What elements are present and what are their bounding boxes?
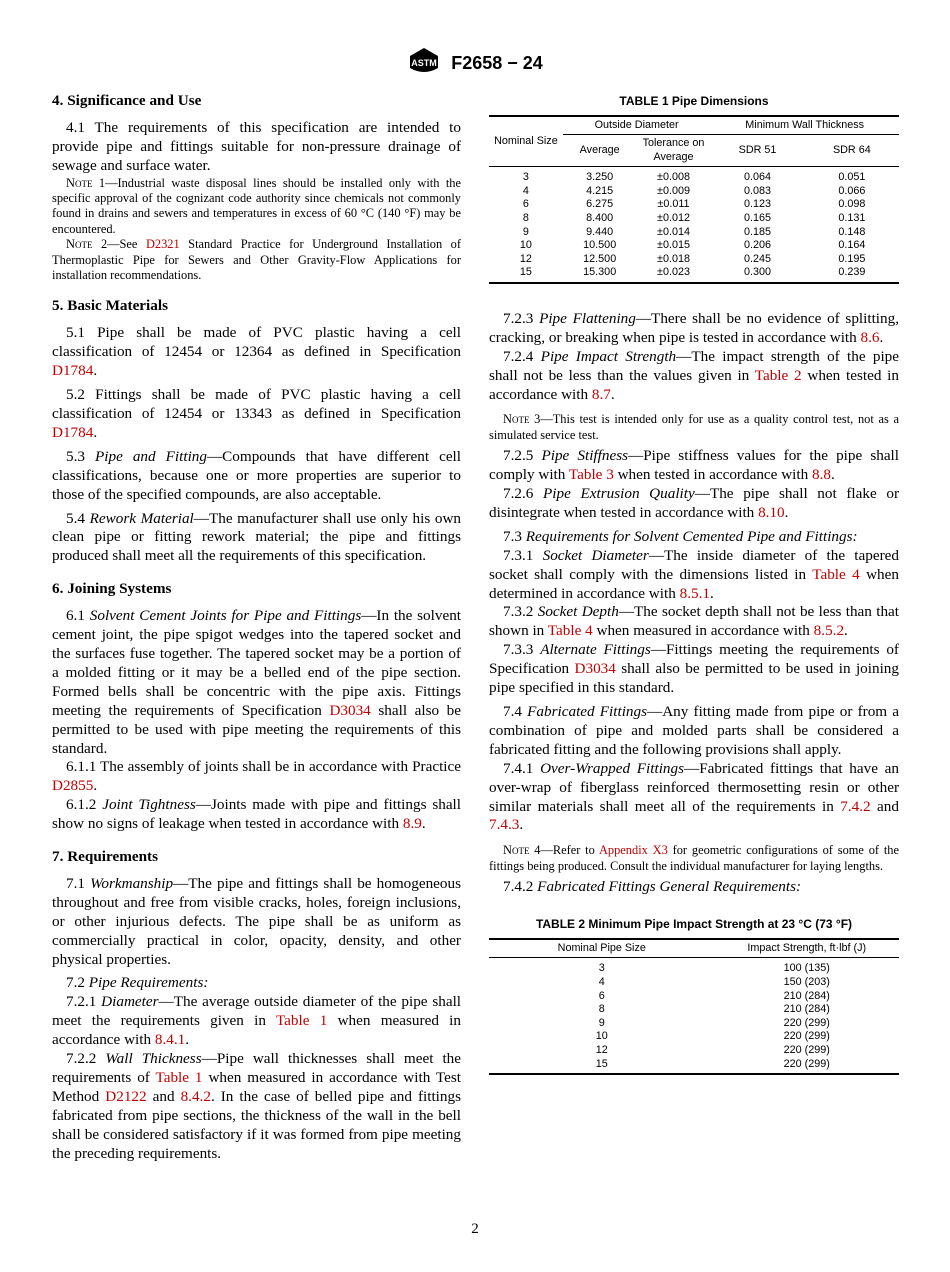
- table-row: [489, 212, 899, 226]
- section-4-heading: 4. Significance and Use: [52, 92, 202, 109]
- table-row: [489, 1017, 899, 1031]
- table-cell: 12: [519, 252, 532, 265]
- page-number: 2: [471, 1221, 479, 1237]
- para-7-2-4: 7.2.4 Pipe Impact Strength—The impact strength of the pipe shall not be less than the values given in Table 2 when tested in accordance with 8.7.: [489, 347, 899, 403]
- note-4: Note 4—Refer to Appendix X3 for geometric configurations of some of the fittings being produced. Consult the individual manufacturer for laying lengths.: [489, 843, 899, 873]
- table-cell: 0.064: [744, 171, 772, 184]
- para-7-4: 7.4 Fabricated Fittings—Any fitting made from pipe or from a combination of pipe and molded parts shall be considered a fabricated fitting and the following provisions shall apply.: [489, 703, 899, 758]
- ref-d2321-link[interactable]: D2321: [145, 237, 180, 252]
- table-1-title: TABLE 1 Pipe Dimensions: [619, 94, 769, 108]
- table-cell: 0.300: [710, 266, 804, 283]
- table-row: [489, 226, 899, 240]
- para-7-4-2: 7.4.2 Fabricated Fittings General Requirements:: [503, 878, 802, 896]
- table-row: [489, 266, 899, 283]
- table-cell: 15.300: [563, 266, 637, 283]
- table-2-header-impact: Impact Strength, ft·lbf (J): [715, 939, 900, 958]
- table-cell: 12: [595, 1043, 608, 1056]
- table-1-header-od: Outside Diameter: [563, 116, 711, 135]
- right-column: [489, 92, 899, 1075]
- table-cell: 12.500: [583, 252, 617, 265]
- table-cell: 6.275: [586, 198, 614, 211]
- para-6-1: 6.1 Solvent Cement Joints for Pipe and Fittings—In the solvent cement joint, the pipe spigot wedges into the tapered socket and the surfaces fuse together. The tapered socket may be a portion of a molded fitting or it may be a belled end of the pipe section. Formed bells shall be concentric with the pipe axis. Fittings meeting the requirements of Specification D3034 shall also be permitted to be used with pipe meeting the requirements of this standard.: [52, 607, 462, 757]
- note-2: Note 2—See D2321 Standard Practice for Underground Installation of Thermoplastic Pipe for Sewers and Other Gravity-Flow Applications for installation recommendations.: [52, 237, 461, 283]
- table-2-title: TABLE 2 Minimum Pipe Impact Strength at 23 °C (73 °F): [535, 917, 853, 932]
- table-cell: 0.185: [744, 225, 772, 238]
- table-cell: 8.400: [586, 211, 614, 224]
- table-1-block: [489, 92, 899, 284]
- left-column: [52, 92, 461, 1164]
- table-cell: 9: [598, 1016, 605, 1029]
- table-cell: ±0.023: [637, 266, 711, 283]
- table-row: [489, 1030, 899, 1044]
- table-cell: 0.245: [744, 252, 772, 265]
- para-5-1: 5.1 Pipe shall be made of PVC plastic having a cell classification of 12454 or 12364 as defined in Specification D1784.: [52, 324, 461, 380]
- table-row: [489, 958, 899, 976]
- section-5-heading: 5. Basic Materials: [52, 297, 168, 315]
- ref-table-1-link[interactable]: Table 1: [275, 1012, 328, 1030]
- table-cell: 210 (284): [783, 989, 830, 1002]
- para-7-2: 7.2 Pipe Requirements:: [66, 974, 209, 992]
- ref-table-4-link[interactable]: Table 4: [812, 565, 860, 583]
- para-6-1-1: 6.1.1 The assembly of joints shall be in accordance with Practice D2855.: [52, 758, 461, 795]
- ref-table-1-link[interactable]: Table 1: [155, 1069, 203, 1086]
- table-row: [489, 1003, 899, 1017]
- table-cell: 3: [598, 962, 605, 975]
- table-cell: 8: [598, 1003, 605, 1016]
- table-row: [489, 990, 899, 1004]
- ref-table-3-link[interactable]: Table 3: [568, 466, 614, 484]
- table-cell: 0.239: [805, 266, 899, 283]
- ref-7-4-3-link[interactable]: 7.4.3: [489, 816, 520, 834]
- table-cell: 15: [489, 266, 563, 283]
- table-cell: 3: [522, 171, 529, 184]
- table-cell: 150 (203): [783, 975, 830, 988]
- table-cell: ±0.012: [657, 211, 690, 224]
- table-cell: 0.148: [838, 225, 866, 238]
- section-7-heading: 7. Requirements: [52, 848, 159, 866]
- table-cell: 0.131: [838, 211, 866, 224]
- svg-text:ASTM: ASTM: [411, 58, 437, 68]
- table-cell: 0.206: [744, 239, 772, 252]
- table-1-header-average: Average: [563, 135, 637, 167]
- table-cell: 8: [522, 211, 529, 224]
- ref-8-10-link[interactable]: 8.10: [758, 503, 785, 521]
- ref-table-2-link[interactable]: Table 2: [754, 366, 802, 384]
- para-7-3-2: 7.3.2 Socket Depth—The socket depth shall not be less than that shown in Table 4 when measured in accordance with 8.5.2.: [489, 603, 899, 640]
- table-cell: ±0.014: [657, 225, 690, 238]
- table-cell: 9: [522, 225, 529, 238]
- table-cell: 100 (135): [783, 962, 830, 975]
- table-cell: 3.250: [586, 171, 614, 184]
- para-5-4: 5.4 Rework Material—The manufacturer shall use only his own clean pipe or fitting rework material; the pipe and fittings produced shall meet all the requirements of this specification.: [52, 509, 462, 565]
- table-cell: ±0.011: [657, 198, 690, 211]
- table-row: [489, 253, 899, 267]
- table-1-header-tolerance: Tolerance on Average: [637, 135, 711, 167]
- para-6-1-2: 6.1.2 Joint Tightness—Joints made with pipe and fittings shall show no signs of leakage when tested in accordance with 8.9.: [52, 796, 461, 833]
- ref-8-4-1-link[interactable]: 8.4.1: [154, 1031, 186, 1049]
- ref-8-5-1-link[interactable]: 8.5.1: [679, 584, 710, 602]
- ref-d3034-link[interactable]: D3034: [574, 660, 616, 678]
- ref-8-7-link[interactable]: 8.7: [591, 385, 611, 403]
- para-5-3: 5.3 Pipe and Fitting—Compounds that have different cell classifications, because one or more properties are superior to those of the specified compounds, are also acceptable.: [52, 447, 461, 503]
- note-3: Note 3—This test is intended only for use as a quality control test, not as a simulated service test.: [489, 412, 899, 442]
- para-7-2-1: 7.2.1 Diameter—The average outside diameter of the pipe shall meet the requirements given in Table 1 when measured in accordance with 8.4.1.: [52, 993, 462, 1049]
- table-1-header-minwall: Minimum Wall Thickness: [710, 116, 899, 135]
- para-7-3-3: 7.3.3 Alternate Fittings—Fittings meeting the requirements of Specification D3034 shall also be permitted to be used in joining pipe specified in this standard.: [489, 641, 899, 697]
- table-cell: 220 (299): [783, 1030, 830, 1043]
- table-2-block: [489, 915, 899, 1075]
- para-7-2-2: 7.2.2 Wall Thickness—Pipe wall thicknesses shall meet the requirements of Table 1 when measured in accordance with Test Method D2122 and 8.4.2. In the case of belled pipe and fittings fabricated from pipe sections, the thickness of the wall in the bell shall be considered satisfactory if it was formed from pipe meeting the preceding requirements.: [52, 1050, 462, 1162]
- table-cell: 10: [519, 239, 532, 252]
- para-7-2-3: 7.2.3 Pipe Flattening—There shall be no evidence of splitting, cracking, or breaking when pipe is tested in accordance with 8.6.: [489, 309, 899, 346]
- table-cell: 4.215: [586, 184, 614, 197]
- ref-d1784-link[interactable]: D1784: [52, 423, 94, 441]
- ref-7-4-2-link[interactable]: 7.4.2: [840, 797, 871, 815]
- table-1-header-sdr64: SDR 64: [805, 135, 899, 167]
- ref-d2122-link[interactable]: D2122: [105, 1087, 147, 1105]
- table-row: [489, 167, 899, 185]
- ref-8-8-link[interactable]: 8.8: [812, 466, 831, 484]
- table-cell: 210 (284): [783, 1003, 830, 1016]
- table-row: [489, 1044, 899, 1058]
- table-cell: ±0.015: [657, 239, 690, 252]
- table-row: [489, 239, 899, 253]
- note-1: Note 1—Industrial waste disposal lines should be installed only with the specific approval of the cognizant code authority since chemicals not commonly found in drains and sewers and temperatures in excess of 60 °C (140 °F) may be encountered.: [52, 175, 461, 236]
- para-7-3-1: 7.3.1 Socket Diameter—The inside diameter of the tapered socket shall comply with the dimensions listed in Table 4 when determined in accordance with 8.5.1.: [489, 546, 899, 602]
- astm-logo-icon: [407, 46, 441, 81]
- para-7-4-1: 7.4.1 Over-Wrapped Fittings—Fabricated fittings that have an over-wrap of fiberglass reinforced thermosetting resin or other similar materials shall meet all of the requirements in 7.4.2 and 7.4.3.: [489, 759, 899, 834]
- table-cell: 9.440: [586, 225, 614, 238]
- ref-8-4-2-link[interactable]: 8.4.2: [180, 1087, 211, 1105]
- table-cell: 0.066: [838, 184, 866, 197]
- table-row: [489, 976, 899, 990]
- table-cell: 0.165: [744, 211, 772, 224]
- table-cell: 0.051: [838, 171, 866, 184]
- table-cell: 10: [595, 1030, 608, 1043]
- para-5-2: 5.2 Fittings shall be made of PVC plastic having a cell classification of 12454 or 13343 as defined in Specification D1784.: [52, 386, 461, 441]
- table-row: [489, 1058, 899, 1075]
- page-header: [0, 46, 950, 81]
- para-4-1: 4.1 The requirements of this specification are intended to provide pipe and fittings suitable for non-pressure drainage of sewage and surface water.: [52, 118, 461, 174]
- ref-8-5-2-link[interactable]: 8.5.2: [813, 622, 845, 640]
- table-cell: 220 (299): [783, 1016, 830, 1029]
- table-cell: ±0.018: [657, 252, 690, 265]
- table-cell: 4: [598, 975, 605, 988]
- para-7-3: 7.3 Requirements for Solvent Cemented Pipe and Fittings:: [503, 527, 858, 545]
- table-cell: 0.123: [744, 198, 772, 211]
- table-1-pipe-dimensions: [489, 115, 899, 284]
- ref-d3034-link[interactable]: D3034: [329, 701, 371, 719]
- ref-d2855-link[interactable]: D2855: [52, 777, 94, 795]
- table-cell: 220 (299): [715, 1058, 900, 1075]
- ref-d1784-link[interactable]: D1784: [52, 362, 94, 380]
- table-cell: 0.098: [838, 198, 866, 211]
- document-number: F2658 − 24: [451, 53, 543, 73]
- table-2-header-size: Nominal Pipe Size: [489, 939, 715, 958]
- table-cell: 6: [522, 198, 529, 211]
- para-7-2-5: 7.2.5 Pipe Stiffness—Pipe stiffness values for the pipe shall comply with Table 3 when tested in accordance with 8.8.: [489, 447, 899, 484]
- ref-table-4-link[interactable]: Table 4: [547, 622, 593, 640]
- ref-8-9-link[interactable]: 8.9: [402, 815, 422, 833]
- table-cell: ±0.008: [657, 171, 690, 184]
- table-cell: 15: [489, 1058, 715, 1075]
- table-row: [489, 198, 899, 212]
- table-cell: ±0.009: [657, 184, 690, 197]
- table-1-header-nominal: Nominal Size: [489, 116, 563, 167]
- ref-appendix-x3-link[interactable]: Appendix X3: [598, 843, 668, 858]
- table-cell: 220 (299): [783, 1043, 830, 1056]
- table-cell: 6: [598, 989, 605, 1002]
- ref-8-6-link[interactable]: 8.6: [860, 328, 880, 346]
- table-cell: 4: [522, 184, 529, 197]
- table-cell: 0.195: [838, 252, 866, 265]
- para-7-1: 7.1 Workmanship—The pipe and fittings shall be homogeneous throughout and free from visible cracks, holes, foreign inclusions, or other injurious defects. The pipe shall be as uniform as commercially practical in color, opacity, density, and other physical properties.: [52, 874, 461, 968]
- table-cell: 0.083: [744, 184, 772, 197]
- table-1-header-sdr51: SDR 51: [710, 135, 804, 167]
- section-6-heading: 6. Joining Systems: [52, 580, 172, 598]
- table-row: [489, 185, 899, 199]
- table-cell: 0.164: [838, 239, 866, 252]
- table-cell: 10.500: [583, 239, 617, 252]
- para-7-2-6: 7.2.6 Pipe Extrusion Quality—The pipe shall not flake or disintegrate when tested in accordance with 8.10.: [489, 485, 899, 521]
- table-2-impact-strength: [489, 938, 899, 1075]
